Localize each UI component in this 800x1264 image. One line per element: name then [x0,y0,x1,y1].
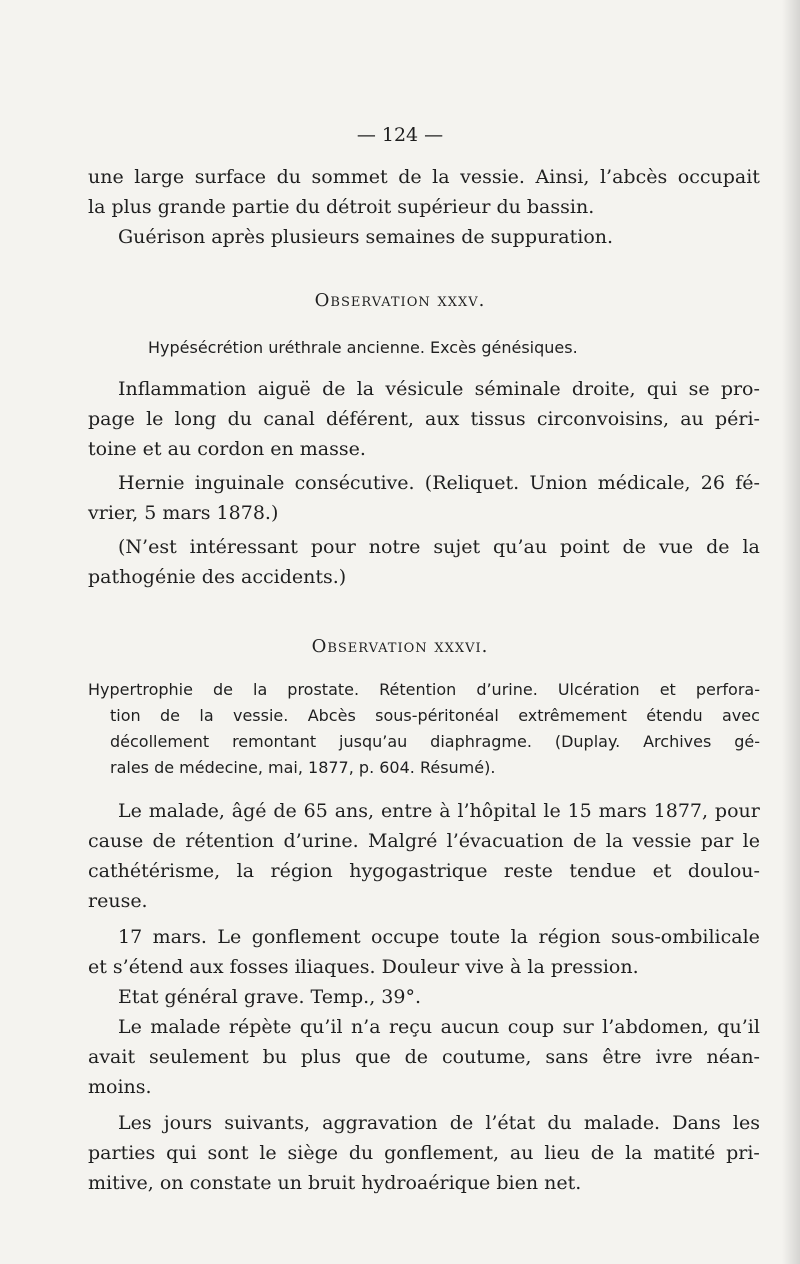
text-line: Inflammation aiguë de la vésicule séminale droite, qui se pro- [118,378,760,400]
text-line: Guérison après plusieurs semaines de suppuration. [118,226,614,248]
text-line: Les jours suivants, aggravation de l’état du malade. Dans les [118,1112,760,1134]
text-line: reuse. [88,890,148,912]
summary-line: rales de médecine, mai, 1877, p. 604. Résumé). [110,758,496,777]
text-line: cathétérisme, la région hygogastrique reste tendue et doulou- [88,860,760,882]
text-line: la plus grande partie du détroit supérieur du bassin. [88,196,595,218]
page-number: — 124 — [356,124,444,146]
page-edge-shadow [782,0,800,1264]
text-line: (N’est intéressant pour notre sujet qu’au point de vue de la [118,536,760,558]
text-line: et s’étend aux fosses iliaques. Douleur vive à la pression. [88,956,639,978]
text-line: avait seulement bu plus que de coutume, sans être ivre néan- [88,1046,760,1068]
summary-line: Hypertrophie de la prostate. Rétention d’urine. Ulcération et perfora- [88,680,760,699]
summary-line: tion de la vessie. Abcès sous-péritonéal extrêmement étendu avec [110,706,760,725]
text-line: Etat général grave. Temp., 39°. [118,986,422,1008]
summary-line: décollement remontant jusqu’au diaphragme. (Duplay. Archives gé- [110,732,760,751]
text-line: Hernie inguinale consécutive. (Reliquet. Union médicale, 26 fé- [118,472,760,494]
observation-heading: Observation xxxv. [314,290,486,311]
text-line: vrier, 5 mars 1878.) [88,502,279,524]
observation-subtitle: Hypésécrétion uréthrale ancienne. Excès génésiques. [148,338,578,357]
text-line: mitive, on constate un bruit hydroaérique bien net. [88,1172,582,1194]
text-line: Le malade, âgé de 65 ans, entre à l’hôpital le 15 mars 1877, pour [118,800,760,822]
text-line: une large surface du sommet de la vessie. Ainsi, l’abcès occupait [88,166,760,188]
text-line: toine et au cordon en masse. [88,438,366,460]
text-line: Le malade répète qu’il n’a reçu aucun coup sur l’abdomen, qu’il [118,1016,760,1038]
observation-heading: Observation xxxvi. [311,636,489,657]
text-line: parties qui sont le siège du gonflement, au lieu de la matité pri- [88,1142,760,1164]
text-line: pathogénie des accidents.) [88,566,347,588]
text-line: 17 mars. Le gonflement occupe toute la région sous-ombilicale [118,926,760,948]
text-line: page le long du canal déférent, aux tissus circonvoisins, au péri- [88,408,760,430]
text-line: cause de rétention d’urine. Malgré l’évacuation de la vessie par le [88,830,760,852]
text-line: moins. [88,1076,152,1098]
